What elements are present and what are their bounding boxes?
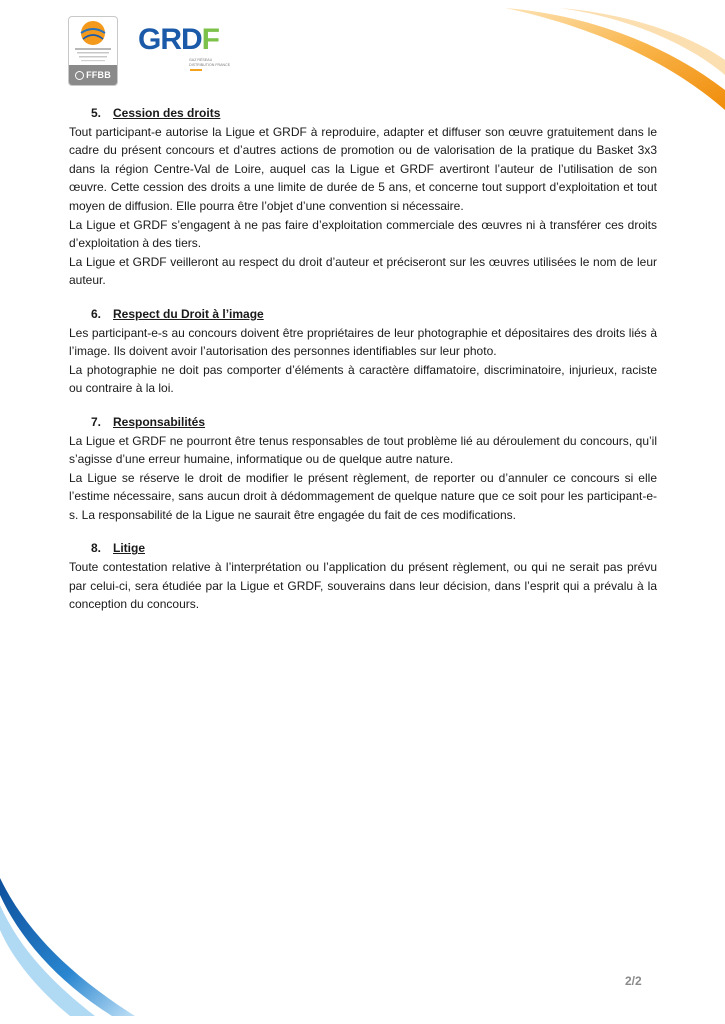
paragraph: Les participant-e-s au concours doivent être propriétaires de leur photographie et dépositaires des droits liés à l’image. Ils doivent avoir l’autorisation des personnes identifiables sur leur photo. [69,325,657,359]
section-number: 8. [91,541,102,556]
section-heading-8 [91,539,657,558]
section-title: Cession des droits [113,106,221,120]
ffbb-logo-text: FFBB [86,70,111,80]
section-title: Respect du Droit à l’image [113,306,264,321]
paragraph: La Ligue et GRDF s’engagent à ne pas faire d’exploitation commerciale des œuvres ni à transférer ces droits d’exploitation à des tiers. [69,217,657,251]
section-number: 7. [91,414,102,429]
grdf-wordmark: GRDF [138,23,219,56]
grdf-logo [138,24,234,78]
section-heading-7 [91,413,657,432]
paragraph: La Ligue et GRDF ne pourront être tenus responsables de tout problème lié au déroulement du concours, qu’il s’agisse d’une erreur humaine, informatique ou de quelque autre nature. [69,433,657,467]
ffbb-league-logo [68,16,118,86]
grdf-tagline: GAZ RÉSEAU DISTRIBUTION FRANCE [189,58,231,67]
paragraph: La Ligue et GRDF veilleront au respect du droit d’auteur et préciseront sur les œuvres utilisées le nom de leur auteur. [69,254,657,288]
basketball-emblem-icon [69,17,117,66]
document-body [69,104,657,614]
ffbb-wordmark [69,65,117,85]
paragraph: La Ligue se réserve le droit de modifier le présent règlement, de reporter ou d’annuler ce concours si elle l’estime nécessaire, sans aucun droit à dédommagement de quelque nature que ce soit pour les participant-e-s. La responsabilité de la Ligue ne saurait être engagée du fait de ces modifications. [69,470,657,522]
section-title: Litige [113,541,145,556]
section-heading-5 [91,104,657,123]
paragraph: Tout participant-e autorise la Ligue et GRDF à reproduire, adapter et diffuser son œuvre gratuitement dans le cadre du présent concours et d’autres actions de promotion ou de valorisation de la pratique du Basket 3x3 dans la région Centre-Val de Loire, auquel cas la Ligue et GRDF avertiront l’auteur de l’utilisation de son œuvre. Cette cession des droits a une limite de durée de 5 ans, et concerne tout support d’exploitation et tout moyen de diffusion. Elle pourra être l’objet d’une convention si nécessaire. [69,124,657,213]
paragraph: La photographie ne doit pas comporter d’éléments à caractère diffamatoire, discriminatoire, injurieux, raciste ou contraire à la loi. [69,362,657,396]
ball-icon [75,71,84,80]
section-number: 6. [91,306,102,321]
paragraph: Toute contestation relative à l’interprétation ou l’application du présent règlement, ou qui ne serait pas prévu par celui-ci, sera étudiée par la Ligue et GRDF, souverains dans leur décision, dans l’esprit qui a prévalu à la conception du concours. [69,560,657,612]
grdf-accent-dash [190,69,202,71]
page-number: 2/2 [625,974,642,988]
section-title: Responsabilités [113,414,206,429]
section-heading-6 [91,305,657,324]
section-number: 5. [91,106,102,120]
